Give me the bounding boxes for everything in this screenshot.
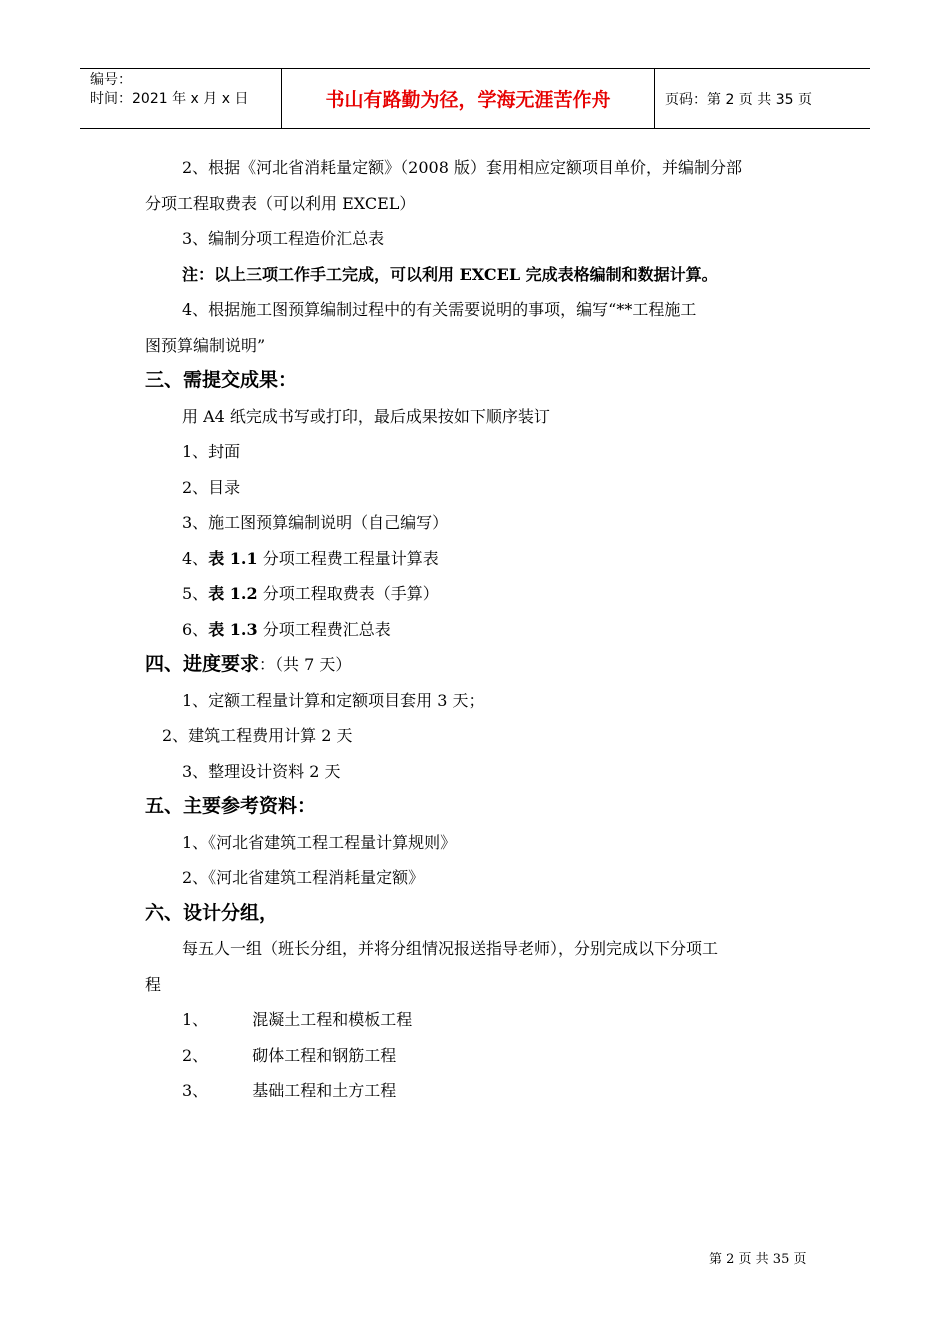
list-item (145, 576, 810, 612)
section-5-heading: 五、主要参考资料： (145, 795, 317, 817)
list-item: 1、封面 (182, 442, 241, 461)
list-item: 1、《河北省建筑工程工程量计算规则》 (182, 832, 457, 852)
section-6-intro-line-2: 程 (145, 974, 162, 994)
paragraph-item-2-line-2: 分项工程取费表（可以利用 EXCEL） (145, 193, 416, 213)
section-3-heading: 三、需提交成果： (145, 369, 298, 391)
list-item-text: 基础工程和土方工程 (252, 1081, 397, 1100)
list-item (145, 541, 810, 577)
table-ref: 表 1.3 (208, 619, 258, 639)
list-item-number: 1、 (182, 1010, 209, 1029)
list-item-number: 2、 (182, 1045, 209, 1065)
table-ref: 表 1.1 (208, 548, 258, 568)
header-meta (80, 69, 281, 128)
list-item (145, 1002, 810, 1038)
list-item-number: 6、 (182, 619, 209, 639)
paragraph-item-4-line-2: 图预算编制说明” (145, 335, 266, 355)
paragraph-item-2-line-1: 2、根据《河北省消耗量定额》（2008 版）套用相应定额项目单价，并编制分部 (182, 158, 742, 177)
list-item-text: 砌体工程和钢筋工程 (252, 1045, 397, 1065)
document-number-label: 编号： (90, 72, 132, 88)
page-header (80, 68, 870, 129)
list-item-text: 分项工程费工程量计算表 (257, 548, 439, 568)
paragraph-item-4-line-1: 4、根据施工图预算编制过程中的有关需要说明的事项，编写“**工程施工 (182, 300, 697, 319)
header-motto: 书山有路勤为径，学海无涯苦作舟 (281, 69, 655, 128)
paragraph-item-3: 3、编制分项工程造价汇总表 (182, 229, 385, 248)
list-item-text: 分项工程费汇总表 (257, 619, 391, 639)
list-item: 2、建筑工程费用计算 2 天 (162, 726, 353, 745)
list-item-text: 分项工程取费表（手算） (257, 584, 439, 603)
section-4-heading (145, 647, 810, 683)
section-4-title: 四、进度要求 (145, 653, 260, 675)
list-item: 3、施工图预算编制说明（自己编写） (182, 513, 449, 532)
list-item (145, 1073, 810, 1109)
list-item-number: 4、 (182, 548, 209, 568)
section-6-heading: 六、设计分组， (145, 901, 279, 924)
document-date: 时间：2021 年 x 月 x 日 (90, 91, 249, 107)
list-item-text: 混凝土工程和模板工程 (252, 1010, 413, 1029)
header-page-number: 页码：第 2 页 共 35 页 (665, 91, 812, 108)
list-item-number: 3、 (182, 1081, 209, 1100)
list-item (145, 612, 810, 648)
section-3-intro: 用 A4 纸完成书写或打印，最后成果按如下顺序装订 (182, 406, 550, 426)
document-body (145, 150, 810, 1109)
table-ref: 表 1.2 (208, 584, 258, 603)
list-item: 2、目录 (182, 477, 241, 497)
page-footer-number: 第 2 页 共 35 页 (709, 1252, 807, 1267)
list-item-number: 5、 (182, 584, 209, 603)
note-paragraph: 注：以上三项工作手工完成，可以利用 EXCEL 完成表格编制和数据计算。 (182, 264, 718, 284)
section-6-intro-line-1: 每五人一组（班长分组，并将分组情况报送指导老师），分别完成以下分项工 (182, 939, 719, 958)
list-item: 3、整理设计资料 2 天 (182, 761, 341, 781)
list-item: 2、《河北省建筑工程消耗量定额》 (182, 868, 425, 887)
list-item: 1、定额工程量计算和定额项目套用 3 天； (182, 690, 485, 710)
section-4-duration: ：（共 7 天） (259, 655, 352, 674)
list-item (145, 1038, 810, 1074)
